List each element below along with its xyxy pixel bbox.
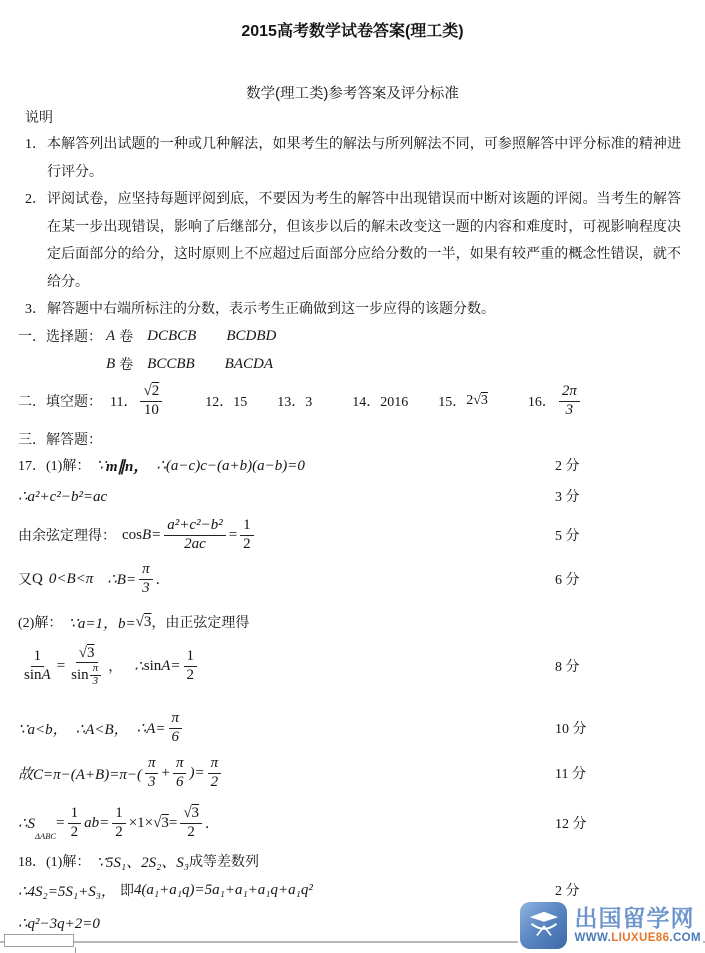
step-score: 2 分 [555,884,580,899]
q17-step-4 [18,559,705,599]
equation: 故C=π−(A+B)=π−( [18,766,142,783]
note-item-1 [25,131,681,186]
paper-b-suffix: 卷 [119,358,134,373]
fraction: $\frac{√2}{10}$ [140,383,162,419]
conclusion: ∴A= [136,720,166,737]
q17-part2-step-1 [18,608,705,636]
that-is-label: 即 [119,884,134,899]
graduation-cap-icon [524,903,564,948]
step-score: 11 分 [555,767,586,782]
doc-title: 2015高考数学试卷答案(理工类) [241,23,464,40]
inequality: 0<B<π [48,570,94,587]
triangle-subscript: ΔABC [35,831,57,841]
variables: ab= [84,814,110,831]
answers-b-group-1: BCCBB [147,355,195,372]
page-anchor-rect [4,934,74,947]
fraction: √3 sin $\frac{\pi}{3}$ [68,645,105,687]
area-symbol: ∴S [18,815,36,832]
fraction: $\frac{\pi}{3}$ [139,561,153,597]
fraction: $\frac{2\pi}{3}$ [559,383,580,419]
sequence-terms: ∵5S₁、2S₂、S₃ [96,854,190,871]
solutions-section-heading [18,428,705,450]
fill-in-answers-row [18,377,705,425]
nested-fraction: $\frac{\pi}{3}$ [90,663,102,687]
multiplication: ×1× [128,814,154,831]
site-watermark [518,900,703,951]
paper-a-suffix: 卷 [119,330,134,345]
note-item-3 [25,296,681,324]
equation: ∴4S₂=5S₁+S₃， [18,883,116,900]
fraction: $\frac{\pi}{6}$ [169,710,183,746]
step-score: 8 分 [555,660,580,675]
equation: )= [189,764,205,781]
choice-answers-row-a [18,324,705,348]
notes-heading: 说明 [25,111,53,126]
paper-a-letter: A [106,327,116,344]
fraction: $\frac{\pi}{2}$ [208,755,222,791]
vector-condition: m∥n， [105,458,149,475]
fill-answer-12: 12．15 [205,395,248,410]
note-text: 评阅试卷，应坚持每题评阅到底，不要因为考生的解答中出现错误而中断对该题的评阅。当考生的解答在某一步出现错误，影响了后继部分，但该步以后的解未改变这一题的内容和难度时，可视影响程度决定后面部分的给分，这时原则上不应超过后面部分应给分数的一半，如果有较严重的概念性错误，就不给分。 [47,192,681,290]
fill-answer-16: 16． $\frac{2\pi}{3}$ [528,383,583,419]
equals-sign: = [56,657,66,674]
choice-section-label: 一．选择题： [18,330,102,345]
step-prefix: 17．(1)解： [18,459,91,474]
q17-part2-step-2 [18,637,705,695]
therefore-symbol: ∴ [134,658,144,675]
step-prefix: 由余弦定理得： [18,529,116,544]
fill-answer-13: 13．3 [277,395,313,410]
comma: ， [108,660,123,675]
because-symbol: ∵ [96,457,106,474]
note-number: 2． [25,192,46,207]
variable: A= [161,657,181,674]
step-score: 2 分 [555,459,580,474]
conclusion: ∴B= [107,571,137,588]
fill-answer-15: 15． 2 √3 [438,393,488,410]
fraction: $\frac{1}{2}$ [184,648,198,684]
fraction: $\frac{1}{2}$ [112,805,126,841]
equals-sign: = [228,526,238,543]
plus-sign: + [161,764,170,781]
step-suffix: ，由正弦定理得 [151,616,250,631]
inequality: ∴A<B， [75,721,129,738]
fraction: $\frac{\pi}{6}$ [173,755,187,791]
note-text: 本解答列出试题的一种或几种解法，如果考生的解法与所列解法不同，可参照解答中评分标准的精神进行评分。 [47,137,681,180]
step-score: 10 分 [555,722,587,737]
fill-answer-14: 14．2016 [352,395,409,410]
step-score: 5 分 [555,529,580,544]
q17-step-1 [18,452,705,478]
fill-answer-11: 11． $\frac{√2}{10}$ [110,383,165,419]
watermark-site-name: 出国留学网 [574,905,695,931]
watermark-text [574,907,701,944]
variable: B= [142,526,162,543]
q17-step-3 [18,510,705,560]
equals-sign: = [56,814,65,831]
equation: ∴(a−c)c−(a+b)(a−b)=0 [156,457,305,474]
page-anchor-tick [75,947,76,953]
sqrt-expression: √3 [183,805,200,822]
liuxue86-logo [520,902,567,949]
step-score: 12 分 [555,817,587,832]
period: ． [205,817,220,832]
answers-a-group-2: BCDBD [226,327,277,344]
fraction: $\frac{\pi}{3}$ [145,755,159,791]
q18-step-1 [18,849,705,873]
note-item-2 [25,186,681,296]
given-values: ∵a=1，b= [68,615,136,632]
paper-b-letter: B [106,355,116,372]
note-text: 解答题中右端所标注的分数，表示考生正确做到这一步应得的该题分数。 [47,302,495,317]
choice-answers-row-b [18,352,705,376]
solutions-section-label: 三．解答题： [18,433,102,448]
answers-a-group-1: DCBCB [147,327,197,344]
fraction: $\frac{\text{a²+c²−b²}}{2ac}$ [164,517,225,553]
equation: ∴q²−3q+2=0 [18,915,100,932]
equation: ∴a²+c²−b²=ac [18,488,108,505]
watermark-url: WWW.LIUXUE86.COM [574,932,701,944]
sqrt-expression: √3 [78,644,95,661]
sqrt-expression: √2 [143,383,160,400]
period: ． [155,573,170,588]
q17-step-2 [18,483,705,509]
step-score: 3 分 [555,490,580,505]
step-prefix: 18．(1)解： [18,855,91,870]
equals-sign: = [168,814,178,831]
note-number: 1． [25,137,46,152]
step-prefix: (2)解： [18,616,63,631]
equation: 4(a₁+a₁q)=5a₁+a₁+a₁q+a₁q² [133,881,313,898]
doc-subtitle: 数学(理工类)参考答案及评分标准 [246,86,459,102]
inequality: ∵a<b， [18,721,68,738]
q-symbol: Q [32,570,43,587]
q17-part2-step-4 [18,753,705,793]
fraction: 1 sin A [24,648,51,683]
note-number: 3． [25,302,46,317]
sqrt-expression: √3 [473,393,488,408]
fraction: $\frac{1}{2}$ [68,805,82,841]
q17-part2-step-3 [18,711,705,745]
sqrt-expression: √3 [153,814,169,831]
cos-function: cos [122,526,142,543]
fill-section-label: 二．填空题： [18,395,102,410]
q17-part2-step-5 [18,803,705,843]
answers-b-group-2: BACDA [224,355,273,372]
step-score: 6 分 [555,573,580,588]
fraction: $\frac{1}{2}$ [240,517,254,553]
step-suffix: 成等差数列 [189,855,260,870]
step-prefix: 又 [18,573,32,588]
sin-function: sin [143,657,162,674]
fraction: $\frac{√3}{2}$ [180,805,202,841]
sqrt-expression: √3 [135,613,152,630]
